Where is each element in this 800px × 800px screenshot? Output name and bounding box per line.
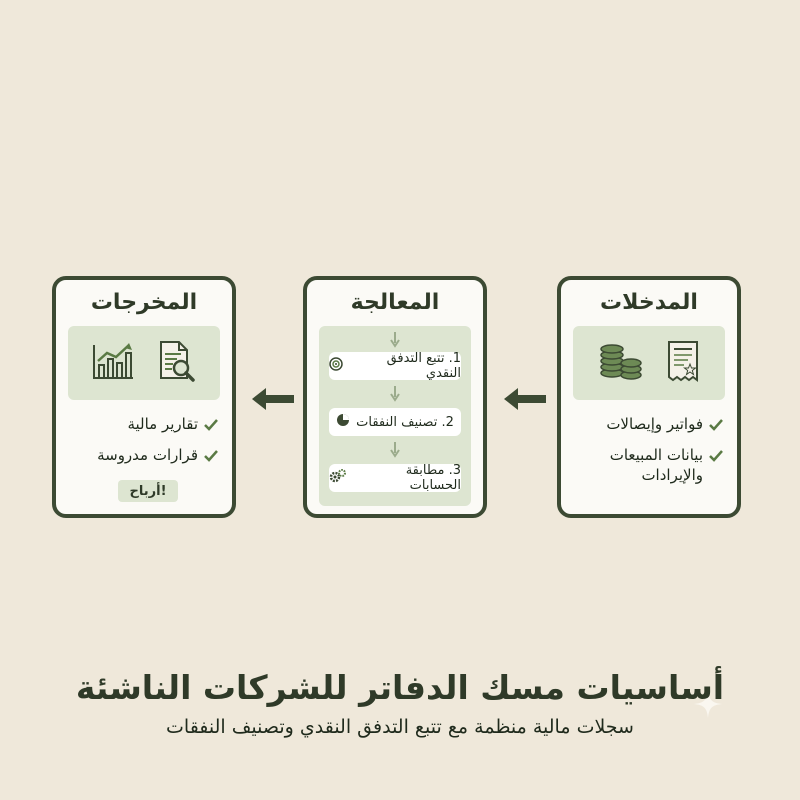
page-subtitle: سجلات مالية منظمة مع تتبع التدفق النقدي وتصنيف النفقات [166, 716, 634, 738]
down-arrow-icon [390, 386, 400, 402]
step-label: 1. تتبع التدفق النقدي [386, 351, 461, 381]
outputs-icon-panel [68, 326, 220, 400]
check-icon [204, 417, 218, 437]
inputs-list [571, 414, 723, 493]
outputs-list [66, 414, 218, 476]
check-icon [709, 417, 723, 437]
flow-arrow-icon [252, 388, 294, 410]
step-cash-flow [329, 352, 461, 380]
outputs-card [52, 276, 236, 518]
step-account-reconciliation [329, 464, 461, 492]
list-item [66, 414, 218, 437]
coins-icon [598, 341, 644, 385]
check-icon [709, 448, 723, 468]
step-label: 3. مطابقة الحسابات [405, 463, 461, 493]
bar-chart-icon [91, 341, 135, 385]
list-item-label: فواتير وإيصالات [606, 415, 703, 433]
list-item [571, 414, 723, 437]
list-item [66, 445, 218, 468]
inputs-card [557, 276, 741, 518]
inputs-icon-panel [573, 326, 725, 400]
check-icon [204, 448, 218, 468]
outputs-title: المخرجات [90, 290, 198, 315]
down-arrow-icon [390, 332, 400, 348]
profit-badge: أرباح! [118, 480, 178, 502]
processing-title: المعالجة [350, 290, 440, 315]
pie-chart-icon [336, 413, 350, 431]
flow-arrow-icon [504, 388, 546, 410]
step-expense-classification [329, 408, 461, 436]
inputs-title: المدخلات [600, 290, 698, 315]
list-item-label: تقارير مالية [127, 415, 198, 433]
list-item-label: قرارات مدروسة [97, 446, 198, 464]
list-item [571, 445, 723, 485]
step-label: 2. تصنيف النفقات [356, 414, 454, 430]
processing-steps-panel [319, 326, 471, 506]
processing-card [303, 276, 487, 518]
target-icon [329, 357, 343, 375]
gears-icon [329, 468, 347, 488]
document-search-icon [157, 340, 197, 386]
receipt-icon [666, 340, 700, 386]
list-item-label: بيانات المبيعات والإيرادات [609, 446, 703, 484]
page-title: أساسيات مسك الدفاتر للشركات الناشئة [75, 668, 725, 707]
down-arrow-icon [390, 442, 400, 458]
